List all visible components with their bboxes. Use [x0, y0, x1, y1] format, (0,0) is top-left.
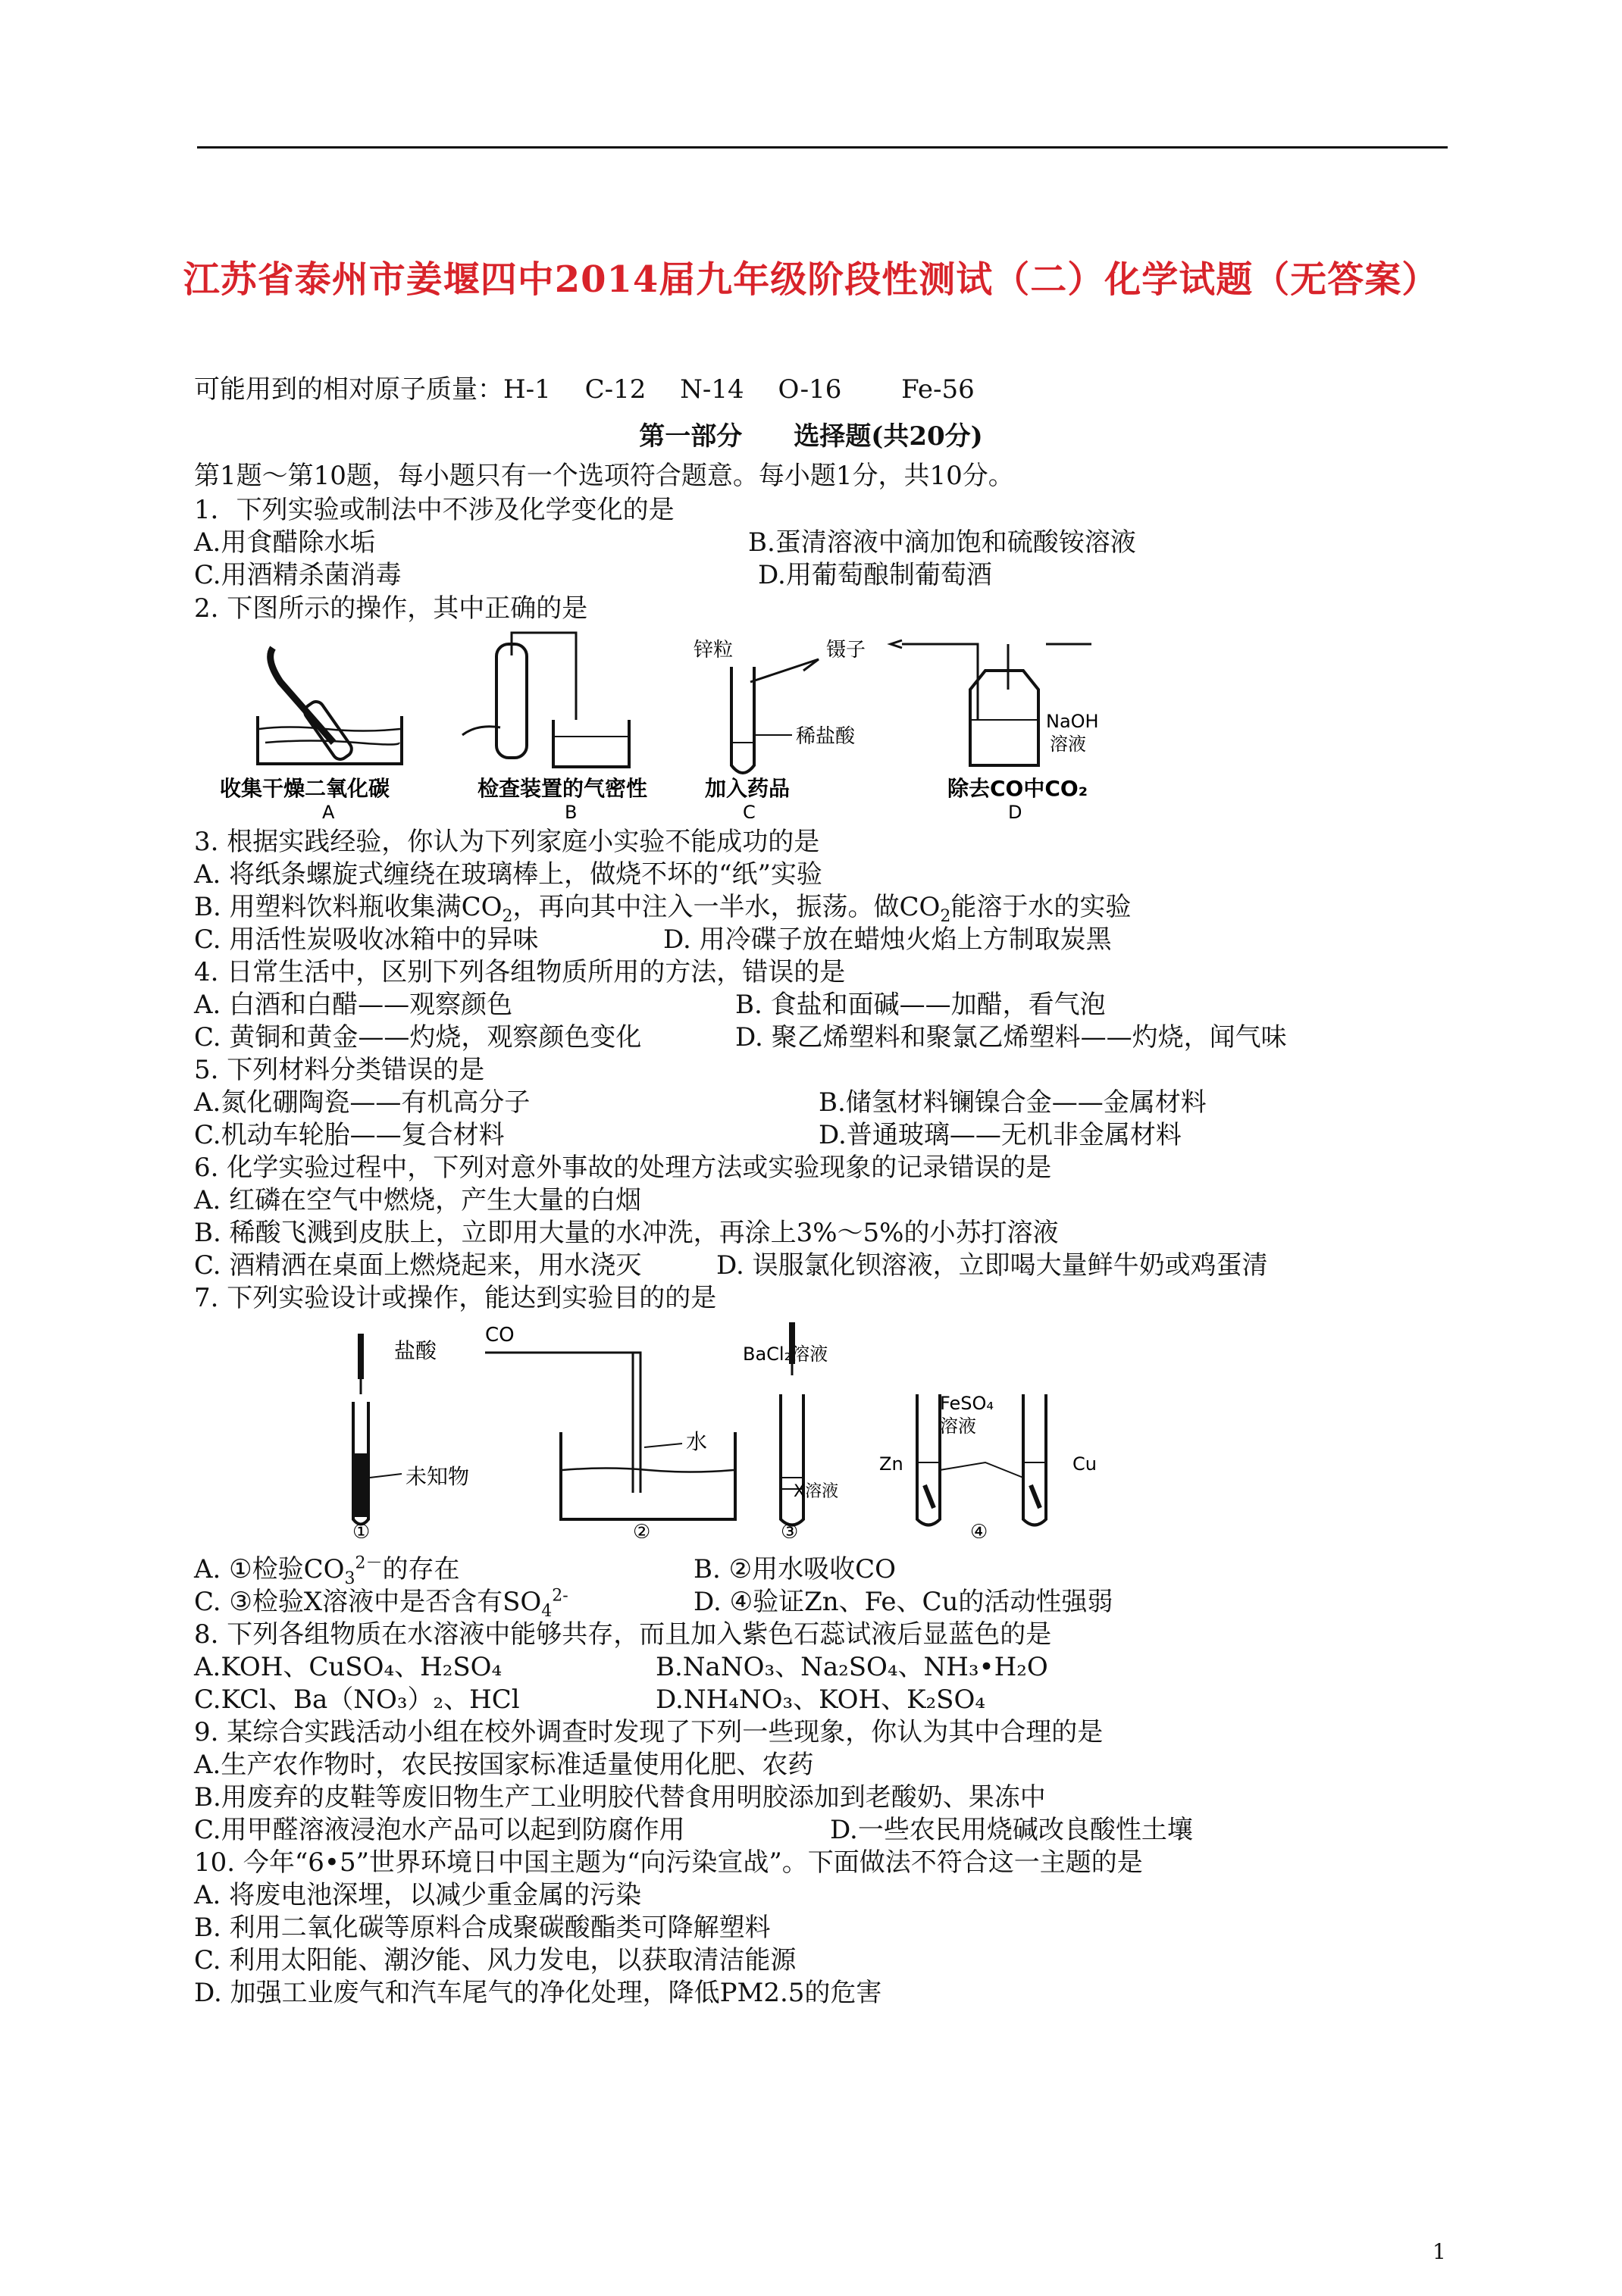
q8-option-c: C.KCl、Ba（NO₃）₂、HCl [194, 1684, 520, 1715]
q7-bacl2-label: BaCl₂溶液 [743, 1344, 828, 1365]
q7-num-3: ③ [781, 1521, 799, 1538]
q7-option-c: C. ③检验X溶液中是否含有$SO_4^{2-}$ [194, 1586, 568, 1621]
q1-stem: 1．下列实验或制法中不涉及化学变化的是 [194, 495, 675, 525]
q4-stem: 4. 日常生活中，区别下列各组物质所用的方法，错误的是 [194, 957, 846, 987]
q2-letter-a: A [322, 802, 335, 818]
q10-option-d: D. 加强工业废气和汽车尾气的净化处理，降低PM2.5的危害 [194, 1978, 882, 2008]
q2-letter-c: C [743, 802, 756, 818]
q7-cu-label: Cu [1072, 1453, 1097, 1475]
q10-option-c: C. 利用太阳能、潮汐能、风力发电，以获取清洁能源 [194, 1945, 797, 1975]
q2-naoh-label: NaOH [1046, 711, 1099, 732]
q2-letter-b: B [565, 802, 578, 818]
q6-option-d: D. 误服氯化钡溶液，立即喝大量鲜牛奶或鸡蛋清 [716, 1250, 1268, 1281]
q4-option-d: D. 聚乙烯塑料和聚氯乙烯塑料——灼烧，闻气味 [735, 1022, 1287, 1053]
q2-apparatus-a [258, 648, 402, 764]
q7-num-4: ④ [970, 1521, 988, 1538]
q2-label-c: 加入药品 [705, 776, 791, 801]
q2-apparatus-b [462, 633, 629, 767]
q9-option-a: A.生产农作物时，农民按国家标准适量使用化肥、农药 [194, 1750, 814, 1780]
q7-option-d: D. ④验证Zn、Fe、Cu的活动性强弱 [694, 1587, 1113, 1617]
q7-num-1: ① [352, 1521, 371, 1538]
q8-option-b: B.NaNO₃、Na₂SO₄、NH₃•H₂O [656, 1652, 1048, 1682]
q9-stem: 9. 某综合实践活动小组在校外调查时发现了下列一些现象，你认为其中合理的是 [194, 1717, 1104, 1747]
q6-option-b: B. 稀酸飞溅到皮肤上，立即用大量的水冲洗，再涂上3%～5%的小苏打溶液 [194, 1218, 1059, 1248]
q10-option-a: A. 将废电池深埋，以减少重金属的污染 [194, 1880, 642, 1910]
q3-option-c: C. 用活性炭吸收冰箱中的异味 [194, 924, 539, 955]
q7-zn-label: Zn [879, 1453, 903, 1475]
q5-option-c: C.机动车轮胎——复合材料 [194, 1120, 505, 1150]
q6-option-c: C. 酒精洒在桌面上燃烧起来，用水浇灭 [194, 1250, 642, 1281]
q2-tweezers-label: 镊子 [826, 639, 866, 662]
q7-co-label: CO [485, 1324, 515, 1347]
page-number: 1 [1433, 2239, 1446, 2264]
q6-option-a: A. 红磷在空气中燃烧，产生大量的白烟 [194, 1185, 642, 1215]
q2-stem: 2. 下图所示的操作，其中正确的是 [194, 593, 588, 624]
q2-apparatus-c [731, 659, 819, 773]
q3-option-b: B. 用塑料饮料瓶收集满$CO_2$，再向其中注入一半水，振荡。做$CO_2$能溶于水的实验 [194, 892, 1132, 926]
q10-stem: 10. 今年“6•5”世界环境日中国主题为“向污染宣战”。下面做法不符合这一主题的是 [194, 1847, 1143, 1878]
q8-option-a: A.KOH、CuSO₄、H₂SO₄ [194, 1652, 503, 1682]
top-rule [197, 146, 1448, 149]
q8-option-d: D.NH₄NO₃、KOH、K₂SO₄ [656, 1684, 985, 1715]
q2-figure [220, 629, 1220, 818]
q7-unknown-label: 未知物 [406, 1464, 470, 1489]
q5-option-a: A.氮化硼陶瓷——有机高分子 [194, 1087, 531, 1118]
q7-x-solution-label: X溶液 [794, 1482, 839, 1501]
q3-option-d: D. 用冷碟子放在蜡烛火焰上方制取炭黑 [663, 924, 1112, 955]
q9-option-c: C.用甲醛溶液浸泡水产品可以起到防腐作用 [194, 1815, 685, 1845]
q2-zinc-label: 锌粒 [694, 639, 734, 662]
q2-solution-label: 溶液 [1050, 734, 1086, 755]
q5-stem: 5. 下列材料分类错误的是 [194, 1055, 485, 1085]
q7-option-b: B. ②用水吸收CO [694, 1554, 896, 1584]
q7-stem: 7. 下列实验设计或操作，能达到实验目的的是 [194, 1283, 717, 1313]
q6-stem: 6. 化学实验过程中，下列对意外事故的处理方法或实验现象的记录错误的是 [194, 1153, 1052, 1183]
q7-figure [333, 1318, 1152, 1538]
q8-stem: 8. 下列各组物质在水溶液中能够共存，而且加入紫色石蕊试液后显蓝色的是 [194, 1619, 1052, 1650]
page-title: 江苏省泰州市姜堰四中2014届九年级阶段性测试（二）化学试题（无答案） [183, 258, 1439, 301]
q1-option-d: D.用葡萄酿制葡萄酒 [758, 560, 992, 590]
q4-option-a: A. 白酒和白醋——观察颜色 [194, 990, 513, 1020]
q7-option-a: A. ①检验$CO_3^{2-}$的存在 [194, 1553, 460, 1588]
q7-hcl-label: 盐酸 [394, 1338, 437, 1363]
q5-option-d: D.普通玻璃——无机非金属材料 [819, 1120, 1182, 1150]
section-heading: 第一部分 选择题(共20分) [639, 421, 983, 452]
q1-option-b: B.蛋清溶液中滴加饱和硫酸铵溶液 [748, 527, 1136, 558]
q5-option-b: B.储氢材料镧镍合金——金属材料 [819, 1087, 1207, 1118]
q4-option-b: B. 食盐和面碱——加醋，看气泡 [735, 990, 1106, 1020]
atomic-mass-line: 可能用到的相对原子质量：H-1 C-12 N-14 O-16 Fe-56 [194, 374, 975, 405]
q2-acid-label: 稀盐酸 [796, 725, 856, 748]
q3-option-a: A. 将纸条螺旋式缠绕在玻璃棒上，做烧不坏的“纸”实验 [194, 859, 822, 890]
q7-feso4-label: FeSO₄ [940, 1393, 994, 1414]
q9-option-d: D.一些农民用烧碱改良酸性土壤 [830, 1815, 1193, 1845]
q1-option-a: A.用食醋除水垢 [194, 527, 376, 558]
instruction-line: 第1题～第10题，每小题只有一个选项符合题意。每小题1分，共10分。 [194, 461, 1014, 491]
q7-water-label: 水 [686, 1429, 708, 1454]
q2-letter-d: D [1008, 802, 1022, 818]
q9-option-b: B.用废弃的皮鞋等废旧物生产工业明胶代替食用明胶添加到老酸奶、果冻中 [194, 1782, 1046, 1813]
q7-num-2: ② [633, 1521, 651, 1538]
q4-option-c: C. 黄铜和黄金——灼烧，观察颜色变化 [194, 1022, 642, 1053]
q3-stem: 3. 根据实践经验，你认为下列家庭小实验不能成功的是 [194, 827, 820, 857]
q2-label-a: 收集干燥二氧化碳 [220, 776, 390, 801]
q1-option-c: C.用酒精杀菌消毒 [194, 560, 402, 590]
q7-feso4-solution-label: 溶液 [940, 1415, 976, 1437]
q10-option-b: B. 利用二氧化碳等原料合成聚碳酸酯类可降解塑料 [194, 1913, 771, 1943]
q2-label-d: 除去CO中CO₂ [947, 776, 1088, 801]
q2-label-b: 检查装置的气密性 [478, 776, 648, 801]
